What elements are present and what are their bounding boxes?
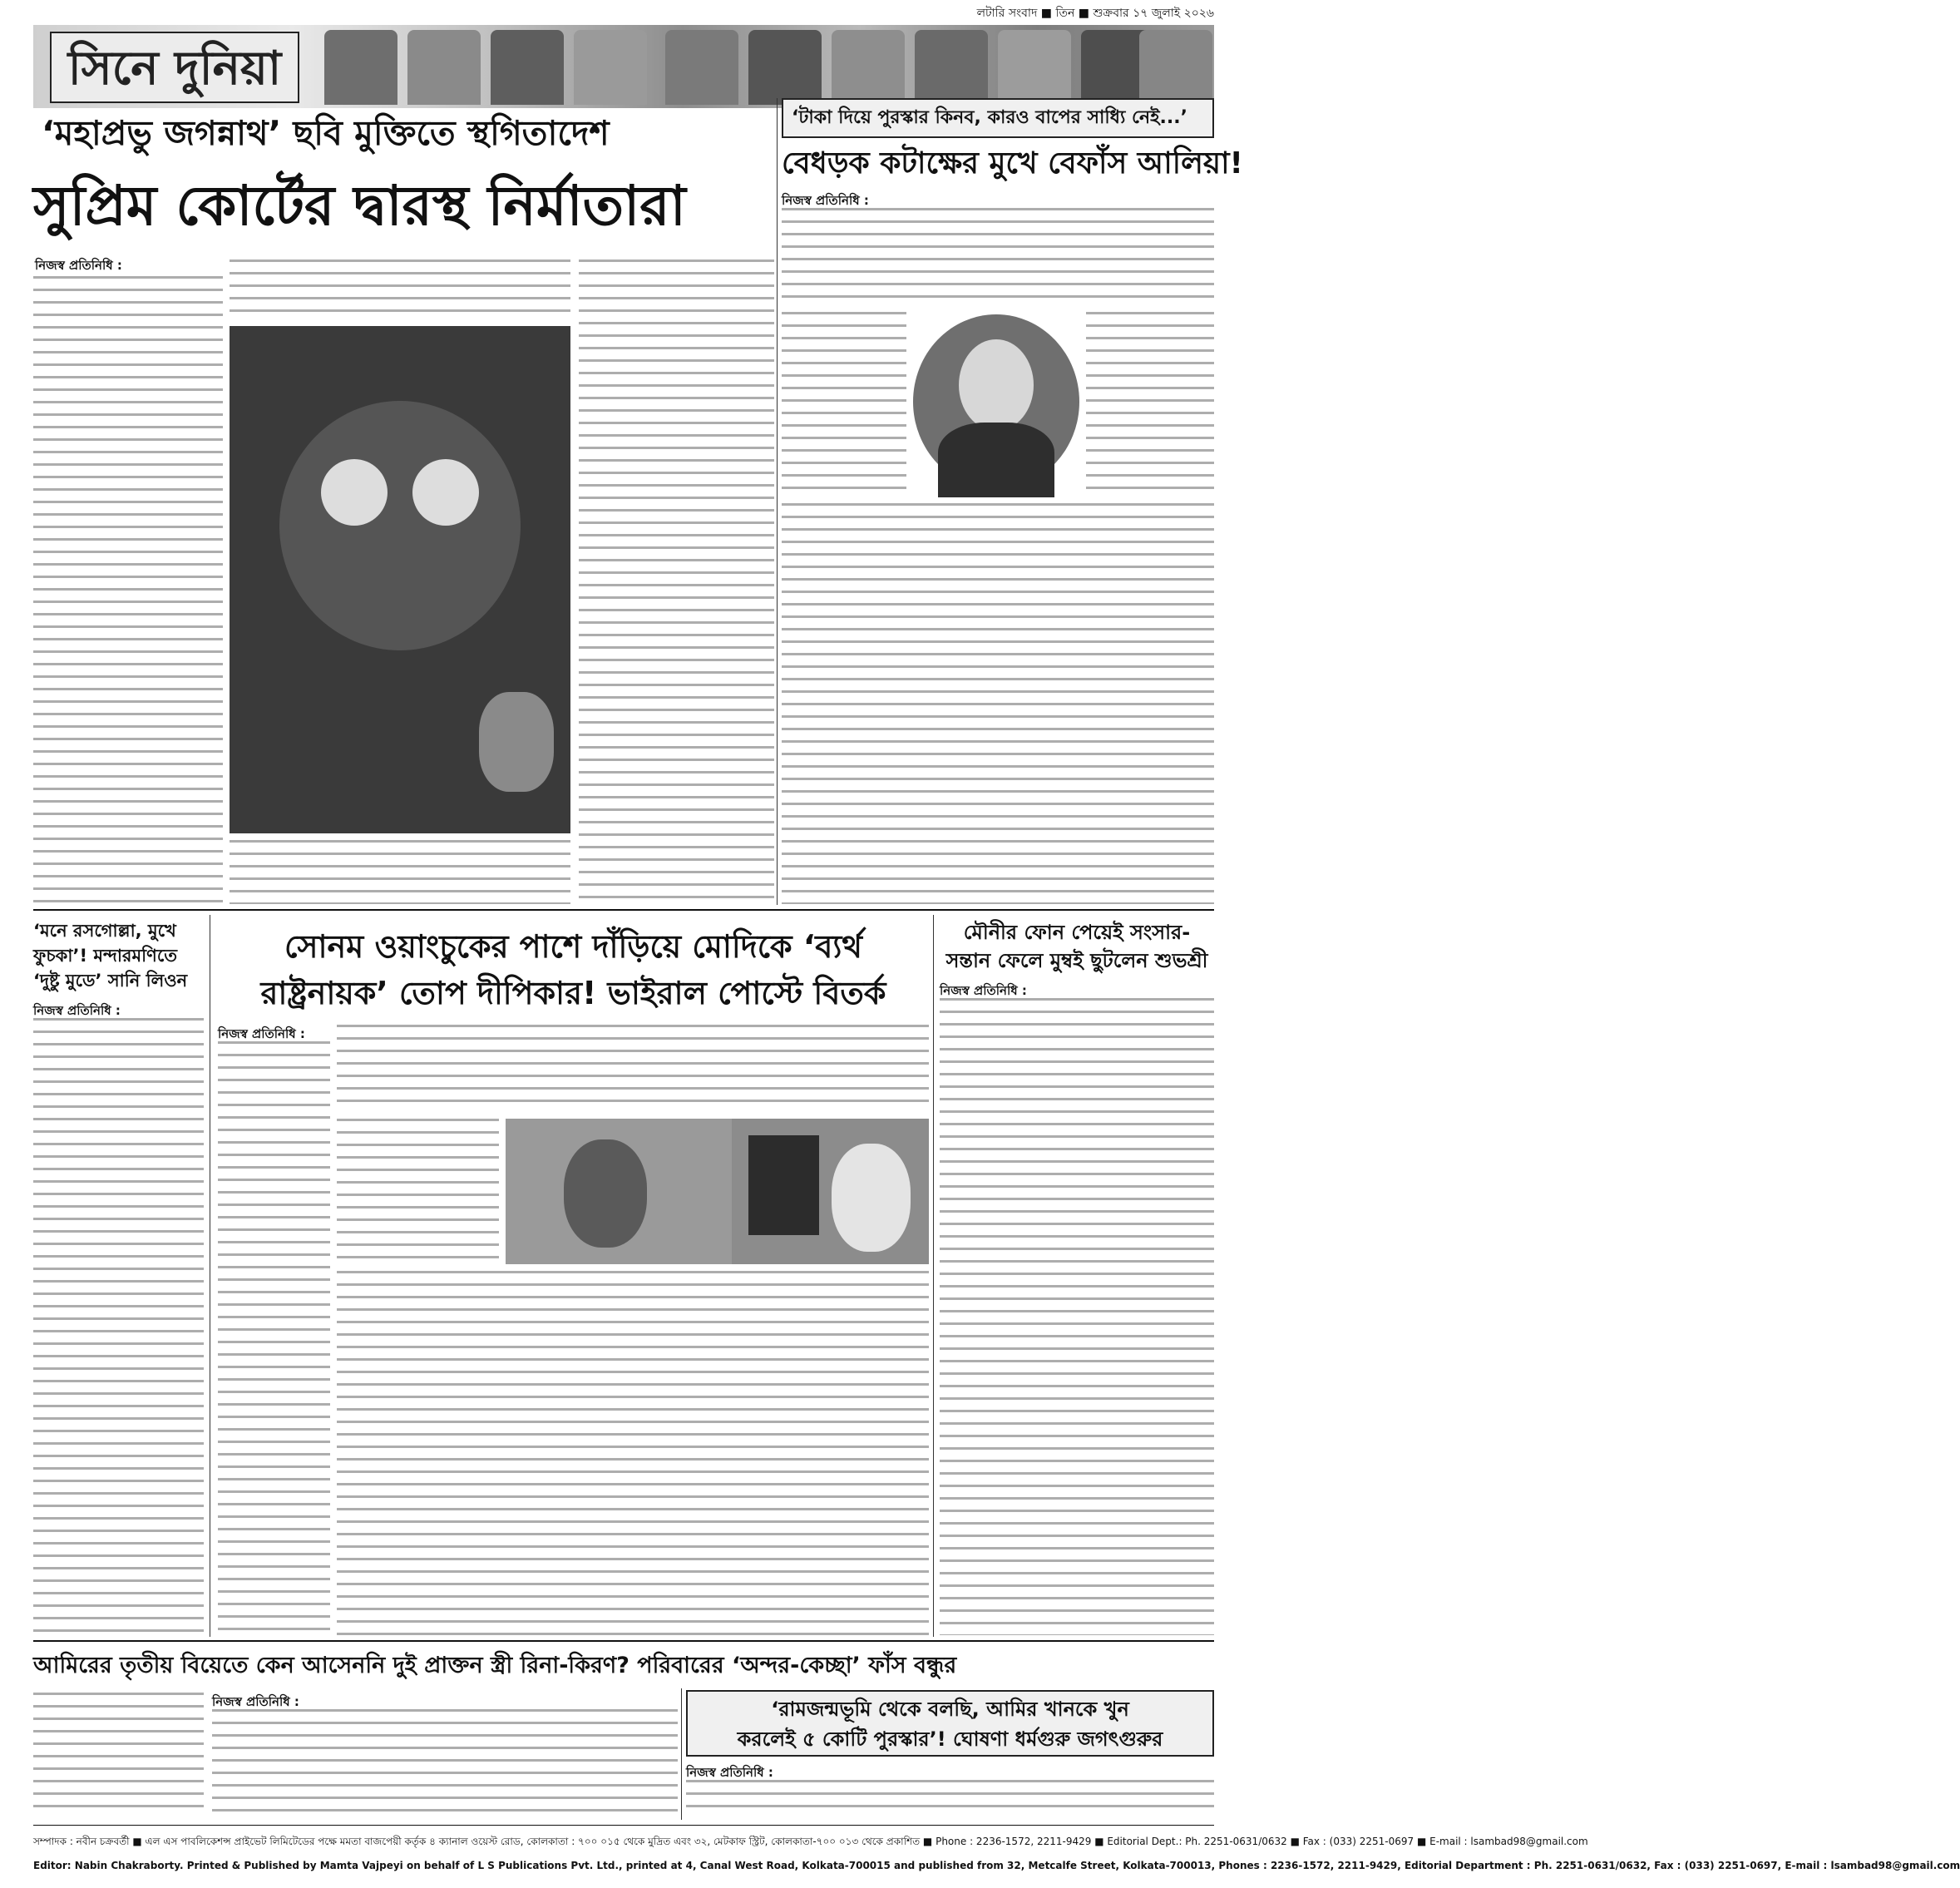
byline: নিজস্ব প্রতিনিধি : — [218, 1026, 305, 1041]
story3-kicker-line3: ‘দুষ্টু মুডে’ সানি লিওন — [33, 971, 188, 991]
story4-modi-photo — [732, 1119, 929, 1264]
story1-animated-film-still — [230, 326, 570, 833]
story3-kicker-line2: ফুচকা’! মন্দারমণিতে — [33, 946, 178, 966]
column-divider — [933, 915, 934, 1637]
story2-text-bottom — [782, 503, 1214, 904]
story6-text-top — [212, 1709, 678, 1817]
story1-headline: সুপ্রিম কোর্টের দ্বারস্থ নির্মাতারা — [33, 174, 686, 238]
story3-text — [33, 1018, 204, 1635]
story1-text-col1 — [33, 276, 223, 904]
column-divider — [777, 98, 778, 905]
story2-alia-portrait — [913, 314, 1079, 489]
banner-photo — [574, 30, 647, 105]
section-divider — [33, 1640, 1214, 1642]
story4-headline-line1: সোনম ওয়াংচুকের পাশে দাঁড়িয়ে মোদিকে ‘ব্যর্থ — [284, 928, 863, 965]
banner-photo — [915, 30, 988, 105]
section-divider — [33, 909, 1214, 911]
story6-headline: আমিরের তৃতীয় বিয়েতে কেন আসেননি দুই প্রাক্তন স্ত্রী রিনা-কিরণ? পরিবারের ‘অন্দর-কেচ্ছা’ ফাঁস বন্ধুর — [33, 1653, 957, 1678]
banner-photo — [998, 30, 1071, 105]
story5-headline-line1: মৌনীর ফোন পেয়েই সংসার- — [963, 921, 1191, 944]
story4-headline-line2: রাষ্ট্রনায়ক’ তোপ দীপিকার! ভাইরাল পোস্টে বিতর্ক — [260, 975, 886, 1011]
story2-kicker: ‘টাকা দিয়ে পুরস্কার কিনব, কারও বাপের সাধ্যি নেই...’ — [782, 98, 1214, 138]
section-banner — [33, 25, 1214, 108]
banner-photo — [491, 30, 564, 105]
story1-text-col3 — [579, 259, 774, 904]
story1-kicker: ‘মহাপ্রভু জগন্নাথ’ ছবি মুক্তিতে স্থগিতাদেশ — [42, 113, 610, 153]
story4-deepika-photo — [506, 1119, 732, 1264]
column-divider — [681, 1688, 682, 1820]
story4-text-bottom — [337, 1271, 929, 1635]
story1-text-bottom — [230, 840, 570, 904]
footer-imprint-bengali: সম্পাদক : নবীন চক্রবর্তী ■ এল এস পাবলিকেশন্স প্রাইভেট লিমিটেডের পক্ষে মমতা বাজপেয়ী কর্তৃক ৪ ক্যানাল ওয়েস্ট রোড, কোলকাতা : ৭০০ ০১৫ থেকে মুদ্রিত এবং ৩২, মেটকাফ স্ট্রিট, কোলকাতা-৭০০ ০১৩ থেকে প্রকাশিত ■ Phone : 2236-1572, 2211-9429 ■ Editorial Dept.: Ph. 2251-0631/0632 ■ Fax : (033) 2251-0697 ■ E-mail : lsambad98@gmail.com — [33, 1836, 1588, 1847]
byline: নিজস্ব প্রতিনিধি : — [33, 1003, 121, 1018]
top-strip — [0, 0, 1247, 20]
banner-photo — [1139, 30, 1212, 105]
banner-photo — [832, 30, 905, 105]
byline: নিজস্ব প্রতিনিধি : — [782, 193, 869, 208]
story1-text-top — [230, 259, 570, 322]
byline: নিজস্ব প্রতিনিধি : — [686, 1765, 773, 1780]
footer-rule — [33, 1825, 1214, 1826]
story1-byline — [35, 259, 168, 273]
byline: নিজস্ব প্রতিনিধি : — [35, 258, 122, 273]
byline: নিজস্ব প্রতিনিধি : — [212, 1694, 299, 1709]
banner-photo — [665, 30, 738, 105]
story7-headline-line2: করলেই ৫ কোটি পুরস্কার’! ঘোষণা ধর্মগুরু জগৎগুরুর — [737, 1727, 1163, 1751]
story7-headline-line1: ‘রামজন্মভূমি থেকে বলছি, আমির খানকে খুন — [771, 1698, 1129, 1721]
story2-text-top — [782, 208, 1214, 304]
story6-text-col1 — [33, 1693, 204, 1817]
story5-headline-line2: সন্তান ফেলে মুম্বই ছুটলেন শুভশ্রী — [945, 949, 1208, 972]
story2-text-left — [782, 312, 906, 495]
byline: নিজস্ব প্রতিনিধি : — [940, 983, 1027, 998]
banner-photo — [748, 30, 822, 105]
story4-text-top — [337, 1025, 929, 1112]
story5-text — [940, 998, 1214, 1635]
story7-text — [686, 1780, 1214, 1817]
story2-headline: বেধড়ক কটাক্ষের মুখে বেফাঁস আলিয়া! — [782, 146, 1243, 180]
banner-photo — [407, 30, 481, 105]
story2-text-right — [1086, 312, 1214, 495]
footer-imprint-english: Editor: Nabin Chakraborty. Printed & Published by Mamta Vajpeyi on behalf of L S Publications Pvt. Ltd., printed at 4, Canal West Road, Kolkata-700015 and published from 32, Metcalfe Street, Kolkata-700013, Phones : 2236-1572, 2211-9429, Editorial Department : Ph. 2251-0631/0632, Fax : (033) 2251-0697, E-mail : lsambad98@gmail.com — [33, 1860, 1960, 1871]
story4-text-col1 — [218, 1041, 330, 1635]
page-info: লটারি সংবাদ ■ তিন ■ শুক্রবার ১৭ জুলাই ২০২৬ — [976, 7, 1214, 20]
story3-kicker-line1: ‘মনে রসগোল্লা, মুখে — [33, 921, 176, 941]
section-brand-logo: সিনে দুনিয়া — [50, 32, 299, 103]
story4-text-mid — [337, 1119, 499, 1264]
story7-headline-box — [686, 1690, 1214, 1757]
banner-photo — [324, 30, 397, 105]
